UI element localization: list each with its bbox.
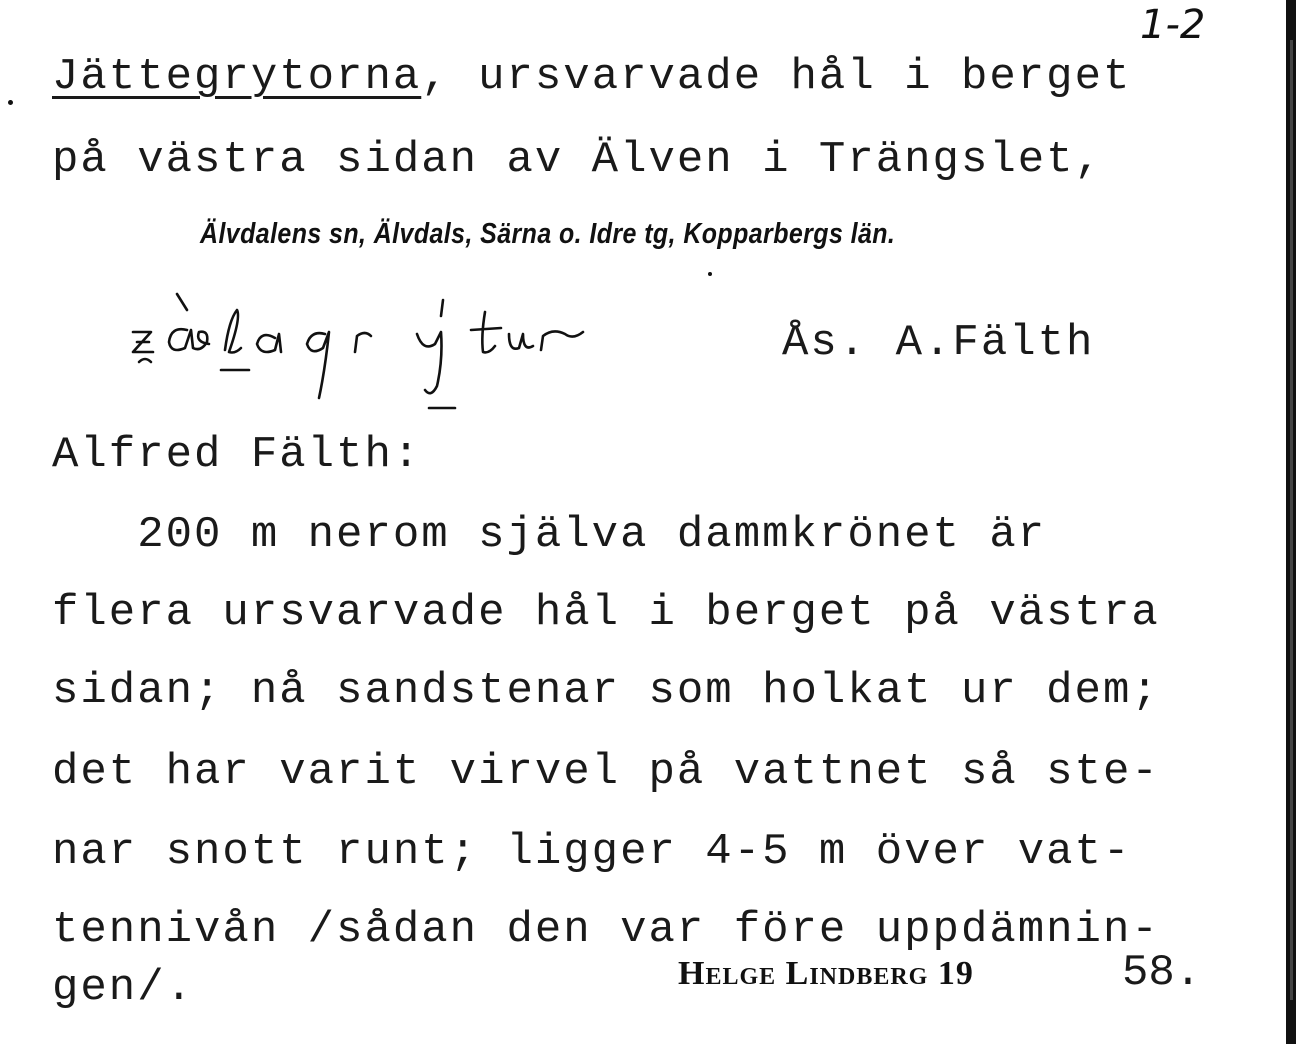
title-line-1 [52,52,1131,102]
card-number: 1-2 [1140,2,1206,48]
handwritten-dialect-form [125,290,645,420]
card-edge-shadow [1290,40,1293,1000]
parish-location: Älvdalens sn, Älvdals, Särna o. Idre tg, Kopparbergs län. [200,218,896,250]
body-line: sidan; nå sandstenar som holkat ur dem; [52,666,1160,716]
headword: Jättegrytorna [52,52,422,102]
body-line: tennivån /sådan den var före uppdämnin- [52,905,1160,955]
body-line: gen/. [52,963,195,1013]
stray-mark [708,272,712,276]
body-line: flera ursvarvade hål i berget på västra [52,588,1160,638]
informant-short: Ås. A.Fälth [782,318,1095,368]
collector-signature: Helge Lindberg 19 [678,955,974,992]
stray-mark [8,100,13,105]
title-rest: , ursvarvade hål i berget [421,52,1132,102]
signature-year: 58. [1122,948,1202,998]
title-line-2: på västra sidan av Älven i Trängslet, [52,135,1103,185]
informant-heading: Alfred Fälth: [52,430,422,480]
body-line: nar snott runt; ligger 4-5 m över vat- [52,827,1132,877]
body-line: det har varit virvel på vattnet så ste- [52,747,1160,797]
body-line: 200 m nerom själva dammkrönet är [52,510,1047,560]
